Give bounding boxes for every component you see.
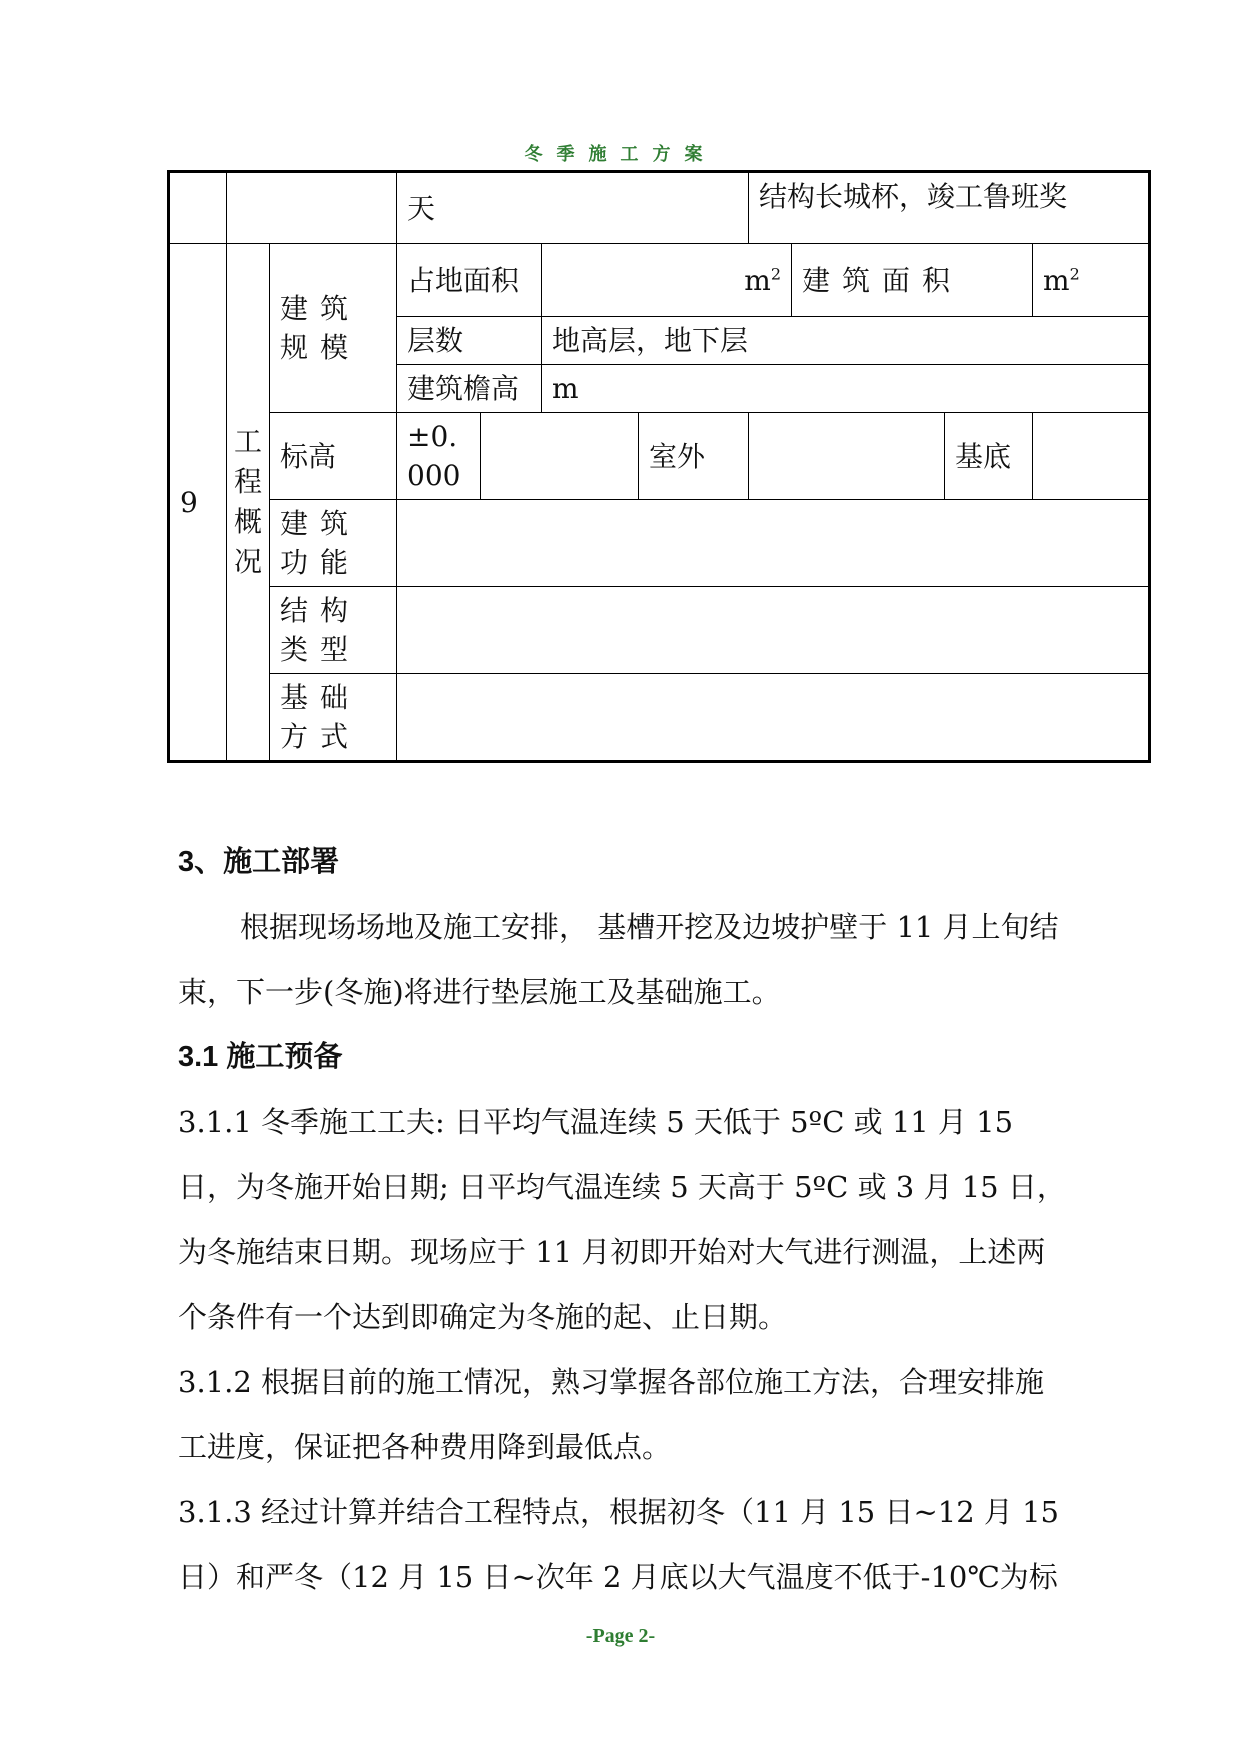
function-value xyxy=(397,500,1150,587)
land-area-value xyxy=(542,244,792,317)
body-content xyxy=(178,830,1068,1610)
floors-value: 地高层，地下层 xyxy=(542,317,1150,365)
table-row xyxy=(169,244,1150,317)
table-row xyxy=(169,413,1150,500)
foundation-label: 基础方式 xyxy=(270,674,397,762)
section-heading: 3.1 施工预备 xyxy=(178,1041,343,1073)
table-row xyxy=(169,587,1150,674)
paragraph: 3.1.3 经过计算并结合工程特点，根据初冬（11 月 15 日~12 月 15 日）和严冬（12 月 15 日~次年 2 月底以大气温度不低于-10℃为标 xyxy=(178,1495,1060,1594)
building-area-value xyxy=(1033,244,1150,317)
elevation-value xyxy=(481,413,639,500)
unit-sup: 2 xyxy=(1069,264,1080,284)
row-number: 9 xyxy=(169,244,227,762)
elevation-pm xyxy=(397,413,481,500)
elevation-label: 标高 xyxy=(270,413,397,500)
unit-text: m xyxy=(1043,263,1070,297)
table-cell xyxy=(169,172,227,244)
function-label: 建筑功能 xyxy=(270,500,397,587)
scale-label: 建筑规模 xyxy=(270,244,397,413)
project-overview-table xyxy=(167,170,1151,763)
table-row xyxy=(169,674,1150,762)
unit-text: m xyxy=(744,263,771,297)
eaves-value: m xyxy=(542,365,1150,413)
structure-value xyxy=(397,587,1150,674)
foundation-value xyxy=(397,674,1150,762)
table-cell: 结构长城杯，竣工鲁班奖 xyxy=(749,172,1150,244)
outdoor-label: 室外 xyxy=(639,413,749,500)
eaves-label: 建筑檐高 xyxy=(397,365,542,413)
page-footer: -Page 2- xyxy=(585,1625,656,1647)
base-label: 基底 xyxy=(945,413,1033,500)
section-heading: 3、施工部署 xyxy=(178,846,340,878)
structure-label: 结构类型 xyxy=(270,587,397,674)
building-area-label: 建筑面积 xyxy=(792,244,1033,317)
table-row xyxy=(169,500,1150,587)
table-cell xyxy=(227,172,397,244)
unit-sup: 2 xyxy=(770,264,782,284)
paragraph: 3.1.2 根据目前的施工情况，熟习掌握各部位施工方法，合理安排施工进度，保证把各种费用降到最低点。 xyxy=(178,1365,1045,1464)
elevation-pm-text: ±0.000 xyxy=(407,420,461,492)
page-header: 冬季施工方案 xyxy=(524,144,717,165)
table-cell: 天 xyxy=(397,172,749,244)
land-area-label: 占地面积 xyxy=(397,244,542,317)
table-row xyxy=(169,172,1150,244)
outdoor-value xyxy=(749,413,945,500)
paragraph: 根据现场场地及施工安排， 基槽开挖及边坡护壁于 11 月上旬结束，下一步(冬施)将进行垫层施工及基础施工。 xyxy=(178,910,1059,1009)
category-text: 工程概况 xyxy=(234,425,263,578)
floors-label: 层数 xyxy=(397,317,542,365)
category-label xyxy=(227,244,270,762)
base-value xyxy=(1033,413,1150,500)
paragraph: 3.1.1 冬季施工工夫: 日平均气温连续 5 天低于 5ºC 或 11 月 15 日，为冬施开始日期; 日平均气温连续 5 天高于 5ºC 或 3 月 15 日，为冬施结束日期。现场应于 11 月初即开始对大气进行测温，上述两个条件有一个达到即确定为冬施的起、止日期。 xyxy=(178,1105,1066,1334)
